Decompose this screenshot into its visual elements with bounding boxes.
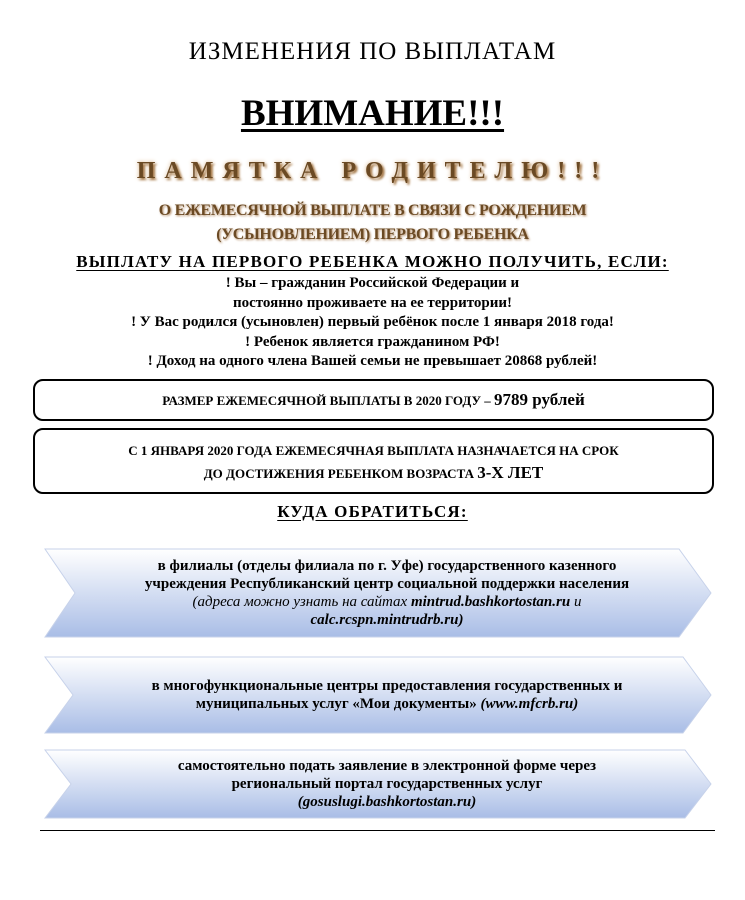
- option1-and: и: [573, 594, 582, 610]
- condition-item: ! У Вас родился (усыновлен) первый ребёнок после 1 января 2018 года!: [131, 314, 614, 330]
- option1-line3: (адреса можно узнать на сайтах: [192, 594, 408, 610]
- attention-heading: [0, 92, 745, 135]
- option1-site1: mintrud.bashkortostan.ru: [410, 594, 571, 610]
- option1-site2: calc.rcspn.mintrudrb.ru): [310, 612, 464, 628]
- memo-title: ПАМЯТКА РОДИТЕЛЮ!!!: [136, 158, 609, 184]
- option3-line1: самостоятельно подать заявление в электронной форме через: [177, 758, 597, 774]
- payment-term-box: [33, 428, 714, 494]
- memo-subtitle-line2: (УСЫНОВЛЕНИЕМ) ПЕРВОГО РЕБЕНКА: [216, 226, 529, 243]
- term-age: 3-Х ЛЕТ: [477, 463, 544, 482]
- where-heading: [0, 502, 745, 522]
- condition-item: ! Доход на одного члена Вашей семьи не превышает 20868 рублей!: [147, 353, 598, 369]
- option1-line1: в филиалы (отделы филиала по г. Уфе) государственного казенного: [157, 558, 617, 574]
- bottom-divider: [40, 830, 715, 831]
- payment-amount-box: [33, 379, 714, 421]
- memo-subtitle: [0, 199, 745, 247]
- option-arrow-mfc: [43, 655, 713, 735]
- payment-amount: 9789 рублей: [494, 390, 585, 409]
- where-heading-text: КУДА ОБРАТИТЬСЯ:: [277, 502, 468, 521]
- payment-label: РАЗМЕР ЕЖЕМЕСЯЧНОЙ ВЫПЛАТЫ В 2020 ГОДУ –: [162, 393, 491, 408]
- attention-text: ВНИМАНИЕ!!!: [240, 93, 505, 134]
- option2-line1: в многофункциональные центры предоставления государственных и: [151, 678, 623, 694]
- condition-item: постоянно проживаете на ее территории!: [232, 294, 513, 311]
- condition-item: ! Ребенок является гражданином РФ!: [245, 333, 500, 350]
- conditions-heading: [0, 252, 745, 272]
- conditions-heading-text: ВЫПЛАТУ НА ПЕРВОГО РЕБЕНКА МОЖНО ПОЛУЧИТЬ, ЕСЛИ:: [76, 252, 669, 271]
- option2-line2: муниципальных услуг «Мои документы»: [195, 696, 477, 712]
- option-arrow-branches: [43, 547, 713, 639]
- conditions-list: [0, 274, 745, 372]
- option1-line2: учреждения Республиканский центр социальной поддержки населения: [144, 576, 630, 592]
- option3-site: (gosuslugi.bashkortostan.ru): [297, 794, 477, 810]
- memo-subtitle-line1: О ЕЖЕМЕСЯЧНОЙ ВЫПЛАТЕ В СВЯЗИ С РОЖДЕНИЕМ: [158, 202, 587, 219]
- term-line2-prefix: ДО ДОСТИЖЕНИЯ РЕБЕНКОМ ВОЗРАСТА: [203, 466, 474, 481]
- page-title: ИЗМЕНЕНИЯ ПО ВЫПЛАТАМ: [188, 38, 557, 65]
- term-line1: С 1 ЯНВАРЯ 2020 ГОДА ЕЖЕМЕСЯЧНАЯ ВЫПЛАТА НАЗНАЧАЕТСЯ НА СРОК: [128, 443, 619, 458]
- condition-item: ! Вы – гражданин Российской Федерации и: [225, 275, 520, 291]
- option-arrow-portal: [43, 748, 713, 820]
- option3-line2: региональный портал государственных услуг: [231, 776, 543, 792]
- option2-site: (www.mfcrb.ru): [480, 696, 579, 712]
